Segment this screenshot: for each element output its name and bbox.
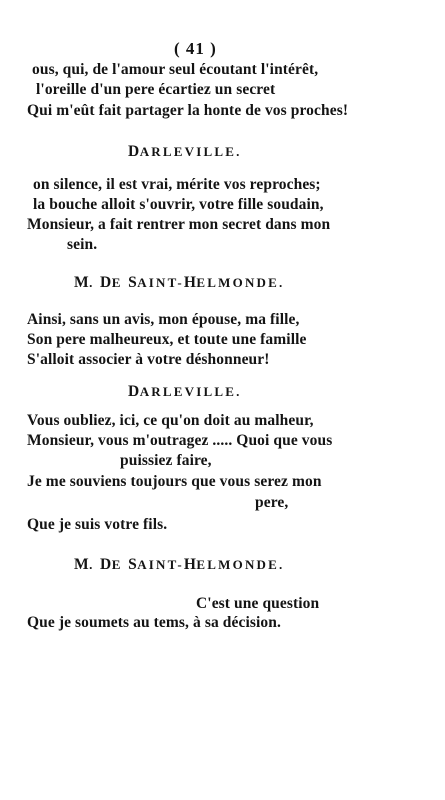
- verse-line: Monsieur, a fait rentrer mon secret dans mon: [27, 216, 331, 233]
- verse-line: Que je soumets au tems, à sa décision.: [27, 614, 281, 631]
- verse-line: C'est une question: [196, 595, 320, 612]
- speaker-name: M. DE SAINT-HELMONDE.: [74, 556, 285, 573]
- verse-line: l'oreille d'un pere écartiez un secret: [36, 81, 276, 98]
- verse-line: sein.: [67, 236, 98, 253]
- verse-line: la bouche alloit s'ouvrir, votre fille soudain,: [33, 196, 324, 213]
- verse-line: puissiez faire,: [120, 452, 212, 469]
- verse-line: Monsieur, vous m'outragez ..... Quoi que vous: [27, 432, 333, 449]
- speaker-name: M. DE SAINT-HELMONDE.: [74, 274, 285, 291]
- verse-line: pere,: [255, 494, 289, 511]
- verse-line: Vous oubliez, ici, ce qu'on doit au malheur,: [27, 412, 314, 429]
- verse-line: ous, qui, de l'amour seul écoutant l'intérêt,: [32, 61, 319, 78]
- verse-line: on silence, il est vrai, mérite vos reproches;: [33, 176, 321, 193]
- speaker-name: DARLEVILLE.: [128, 383, 242, 400]
- verse-line: Que je suis votre fils.: [27, 516, 168, 533]
- verse-line: Je me souviens toujours que vous serez mon: [27, 473, 322, 490]
- verse-line: Ainsi, sans un avis, mon épouse, ma fille,: [27, 311, 300, 328]
- speaker-name: DARLEVILLE.: [128, 143, 242, 160]
- page-number: ( 41 ): [174, 39, 217, 58]
- verse-line: S'alloit associer à votre déshonneur!: [27, 351, 270, 368]
- verse-line: Qui m'eût fait partager la honte de vos proches!: [27, 102, 349, 119]
- verse-line: Son pere malheureux, et toute une famille: [27, 331, 307, 348]
